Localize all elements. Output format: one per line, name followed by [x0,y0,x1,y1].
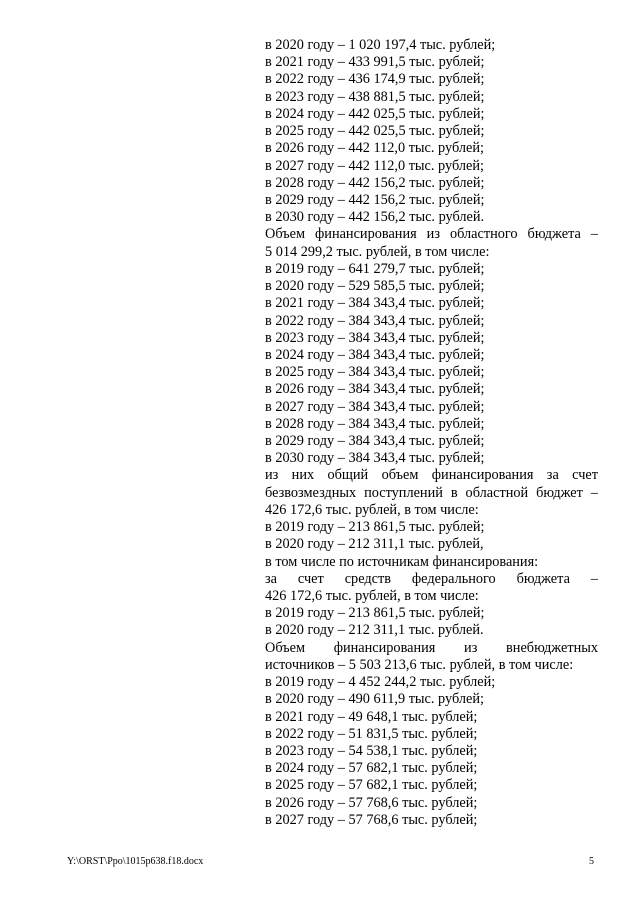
page-number: 5 [589,856,594,867]
text-line: в 2020 году – 1 020 197,4 тыс. рублей; [265,37,496,53]
text-line: в 2025 году – 384 343,4 тыс. рублей; [265,364,485,381]
text-line: в 2020 году – 490 611,9 тыс. рублей; [265,691,484,708]
text-line: в 2021 году – 49 648,1 тыс. рублей; [265,708,478,725]
text-line: источников – 5 503 213,6 тыс. рублей, в том числе: [265,656,574,673]
footer-file-path: Y:\ORST\Ppo\1015p638.f18.docx [67,856,204,867]
text-line: в 2027 году – 57 768,6 тыс. рублей; [265,811,478,828]
text-line: в 2024 году – 442 025,5 тыс. рублей; [265,105,485,122]
text-line: в 2024 году – 384 343,4 тыс. рублей; [265,346,485,363]
text-line: в 2025 году – 442 025,5 тыс. рублей; [265,123,485,140]
text-line: безвозмездных поступлений в областной бюджет – [265,484,598,501]
text-line: в 2030 году – 442 156,2 тыс. рублей. [265,209,485,226]
text-line: в 2024 году – 57 682,1 тыс. рублей; [265,760,478,777]
text-line: в 2025 году – 57 682,1 тыс. рублей; [265,777,478,794]
text-line: в 2026 году – 57 768,6 тыс. рублей; [265,794,478,811]
text-line: в 2023 году – 384 343,4 тыс. рублей; [265,329,485,346]
text-line: Объем финансирования из областного бюджета – [265,226,598,243]
text-line: в 2027 году – 442 112,0 тыс. рублей; [265,157,484,174]
text-line: в 2027 году – 384 343,4 тыс. рублей; [265,398,485,415]
text-line: в 2019 году – 213 861,5 тыс. рублей; [265,605,485,622]
text-line: в 2022 году – 51 831,5 тыс. рублей; [265,725,478,742]
text-line: в 2020 году – 212 311,1 тыс. рублей. [265,622,484,639]
text-line: в 2019 году – 213 861,5 тыс. рублей; [265,519,485,536]
text-line: в 2026 году – 384 343,4 тыс. рублей; [265,381,485,398]
text-line: в 2026 году – 442 112,0 тыс. рублей; [265,140,484,157]
text-line: из них общий объем финансирования за счет [265,467,598,484]
text-line: в 2028 году – 384 343,4 тыс. рублей; [265,415,485,432]
text-line: в 2023 году – 54 538,1 тыс. рублей; [265,742,478,759]
text-line: в том числе по источникам финансирования: [265,553,539,570]
text-line: в 2020 году – 212 311,1 тыс. рублей, [265,536,484,553]
text-line: в 2030 году – 384 343,4 тыс. рублей; [265,450,485,467]
text-line: в 2028 году – 442 156,2 тыс. рублей; [265,174,485,191]
text-line: 426 172,6 тыс. рублей, в том числе: [265,501,479,518]
text-line: Объем финансирования из внебюджетных [265,639,598,656]
text-line: в 2020 году – 529 585,5 тыс. рублей; [265,278,485,295]
text-line: 5 014 299,2 тыс. рублей, в том числе: [265,243,490,260]
text-line: в 2019 году – 4 452 244,2 тыс. рублей; [265,674,496,691]
text-line: в 2022 году – 436 174,9 тыс. рублей; [265,71,485,88]
document-body [265,37,598,829]
text-line: 426 172,6 тыс. рублей, в том числе: [265,588,479,604]
text-line: в 2019 году – 641 279,7 тыс. рублей; [265,260,485,277]
text-line: в 2029 году – 384 343,4 тыс. рублей; [265,433,485,450]
text-line: за счет средств федерального бюджета – [265,570,598,587]
text-line: в 2021 году – 433 991,5 тыс. рублей; [265,54,485,71]
text-line: в 2023 году – 438 881,5 тыс. рублей; [265,88,485,105]
text-line: в 2029 году – 442 156,2 тыс. рублей; [265,191,485,208]
text-line: в 2021 году – 384 343,4 тыс. рублей; [265,295,485,312]
text-line: в 2022 году – 384 343,4 тыс. рублей; [265,312,485,329]
